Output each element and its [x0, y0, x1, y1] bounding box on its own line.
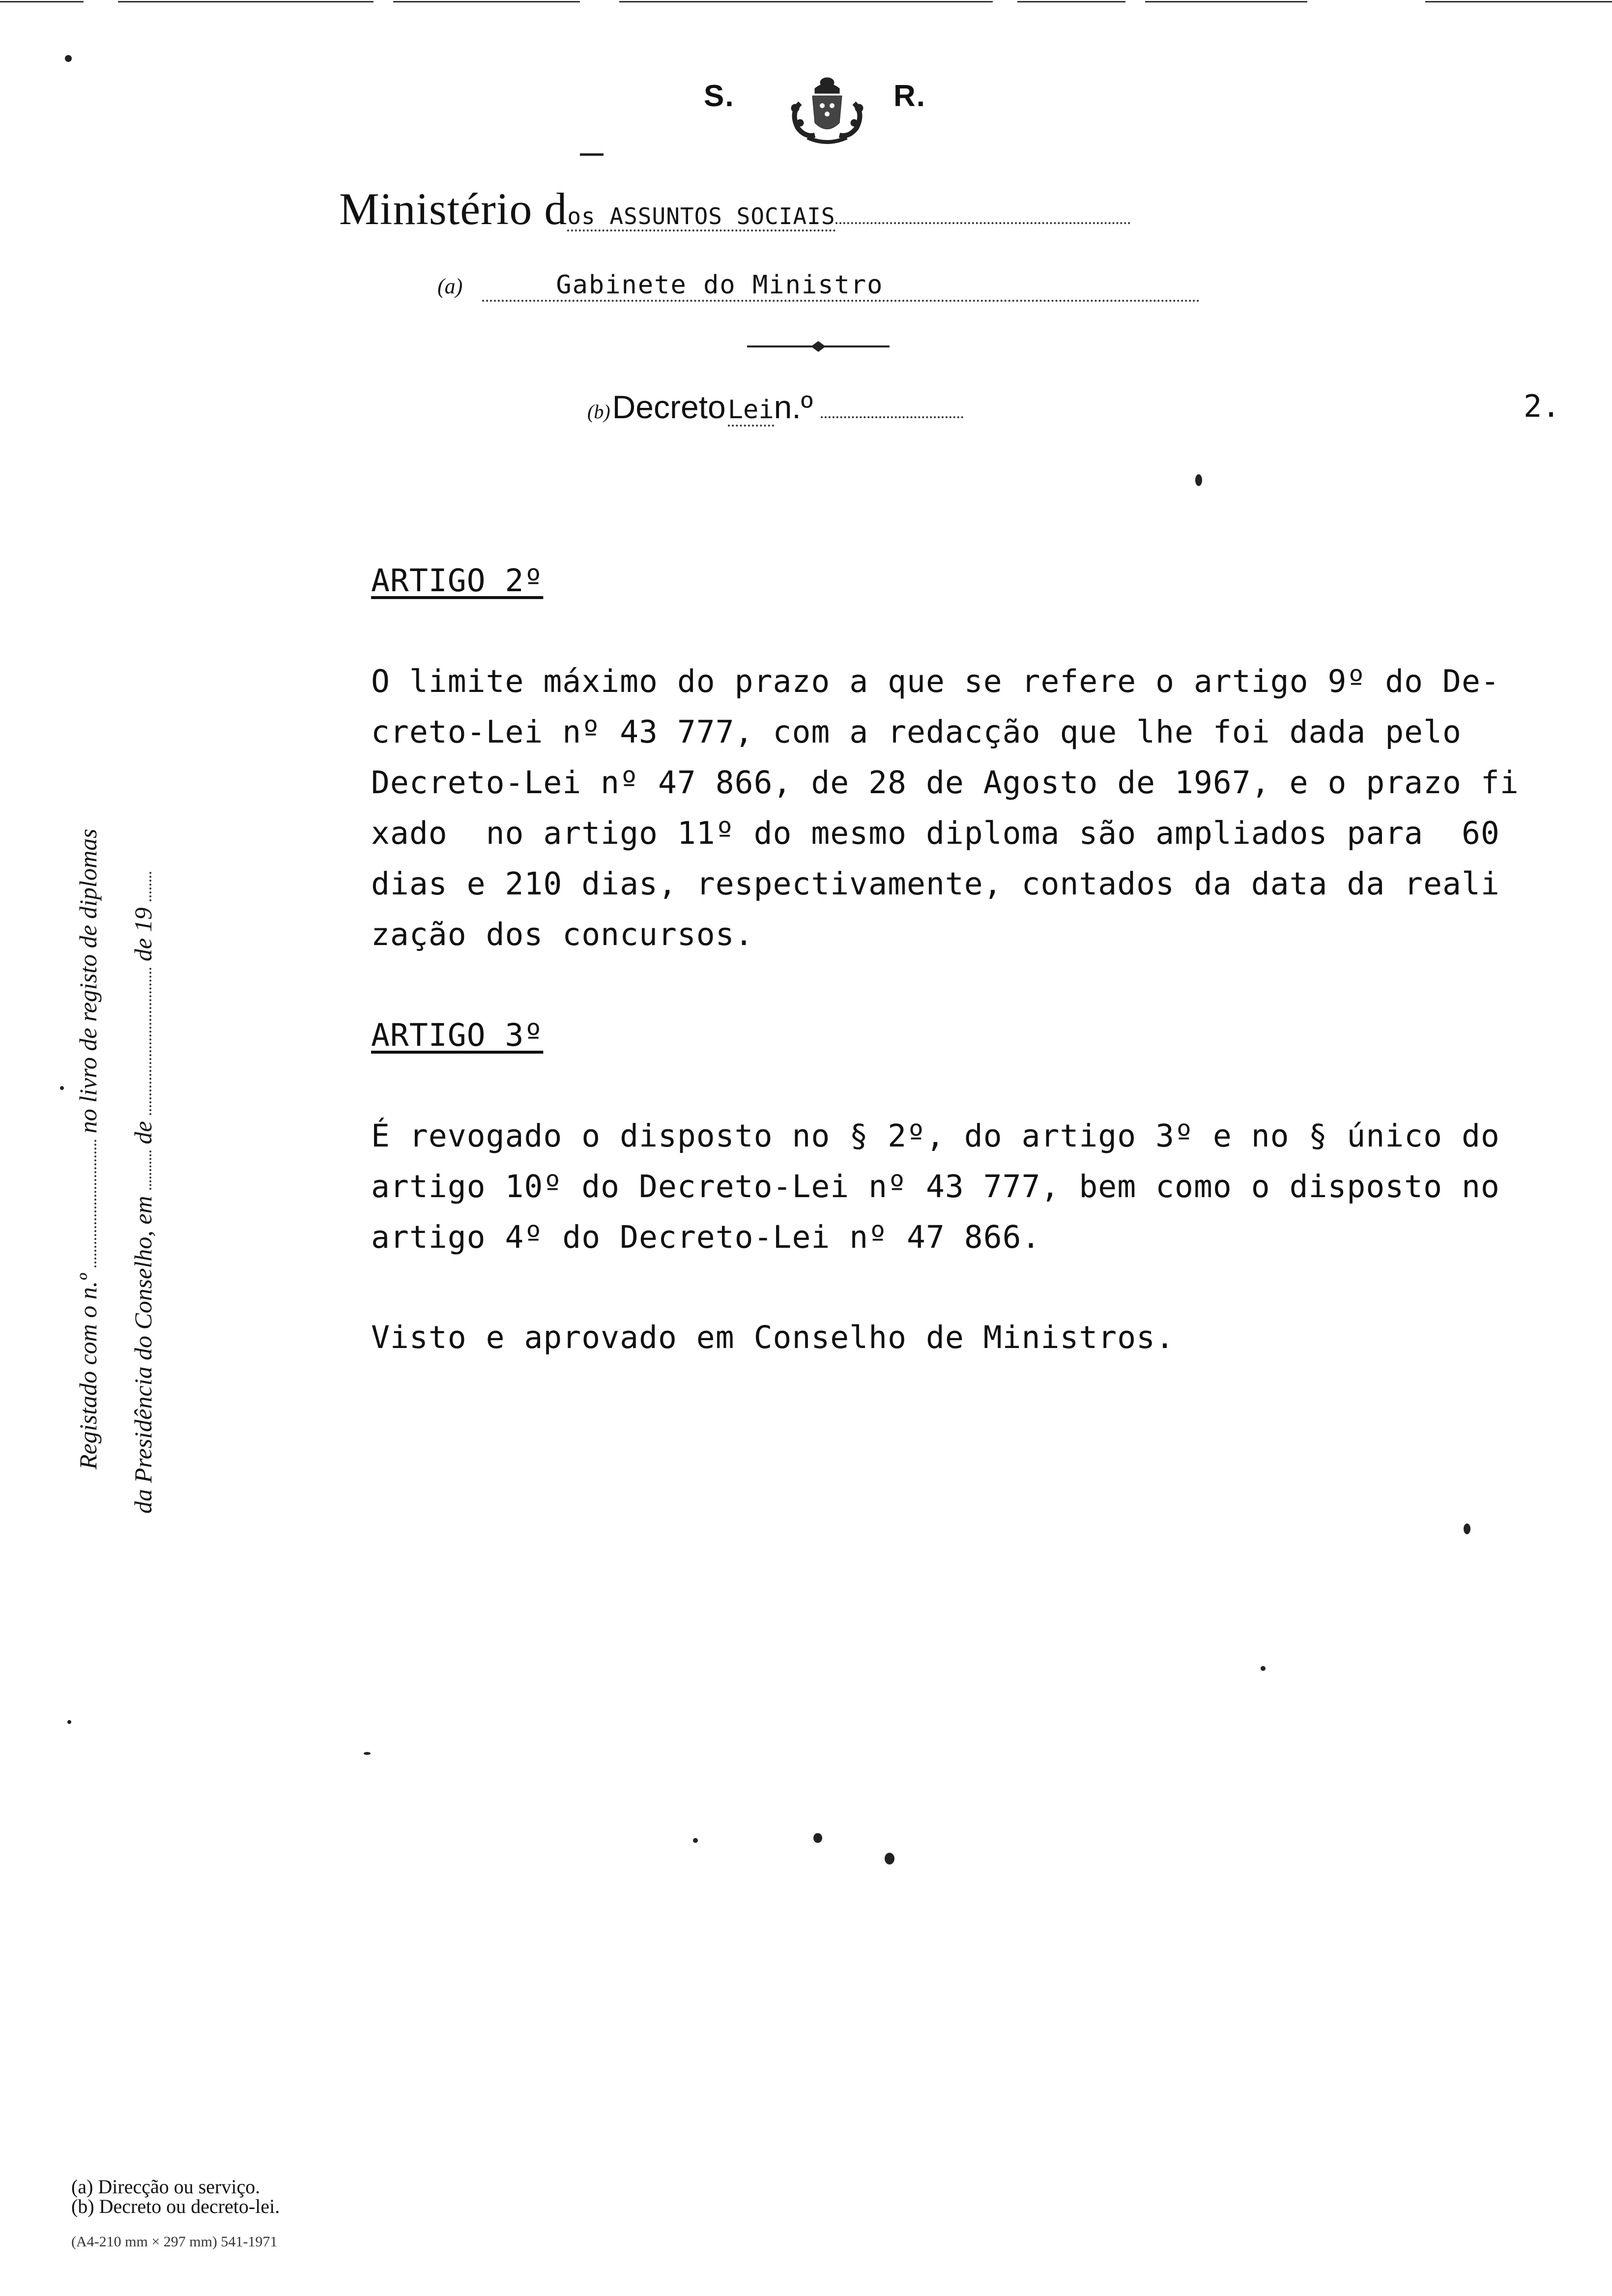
header-letter-s: S. [704, 79, 735, 113]
decree-type-label: (b) [587, 401, 610, 423]
footnotes [71, 2177, 280, 2216]
margin-presidency-text-c: de 19 [129, 907, 157, 962]
ornament-divider [747, 339, 890, 354]
footnote-b: (b) Decreto ou decreto-lei. [71, 2195, 280, 2217]
margin-presidency-text-a: da Presidência do Conselho, em [129, 1196, 157, 1514]
form-code: (A4-210 mm × 297 mm) 541-1971 [71, 2234, 278, 2250]
department-label: (a) [437, 274, 463, 298]
footnote-a: (a) Direcção ou serviço. [71, 2176, 260, 2198]
page-number: 2. [1524, 388, 1560, 424]
margin-dots [135, 1150, 151, 1190]
margin-dots [135, 968, 151, 1115]
dash-mark [580, 153, 604, 156]
article-2-body: O limite máximo do prazo a que se refere o artigo 9º do De- creto-Lei nº 43 777, com a redacção que lhe foi dada pelo Decreto-Lei nº 47 866, de 28 de Agosto de 1967, e o prazo fi xado no artigo 11º do mesmo diploma são ampliados para 60 dias e 210 dias, respectivamente, contados da data da reali zação dos concursos. [371, 663, 1519, 952]
department-field: Gabinete do Ministro [482, 270, 1200, 302]
margin-registry-text-a: Registado com o n.º [74, 1273, 102, 1469]
ministry-line [339, 183, 1130, 235]
closing-statement: Visto e aprovado em Conselho de Ministros. [371, 1320, 1175, 1355]
decree-type-handwritten: Lei [728, 395, 774, 427]
department-line [437, 270, 1200, 302]
decree-text: Decreto [612, 389, 726, 425]
article-3-body: É revogado o disposto no § 2º, do artigo 3º e no § único do artigo 10º do Decreto-Lei nº 43 777, bem como o disposto no artigo 4º do Decreto-Lei nº 47 866. [371, 1118, 1500, 1255]
margin-registry-text-b: no livro de registo de diplomas [74, 829, 102, 1134]
margin-registry-line-2 [129, 872, 157, 1514]
article-3-heading: ARTIGO 3º [371, 1017, 544, 1053]
decree-type-line [587, 388, 963, 426]
coat-of-arms-emblem-icon [785, 74, 869, 147]
decree-number-dotted-line [821, 397, 963, 418]
top-border-rule [0, 0, 1612, 4]
ministry-prefix: Ministério d [339, 184, 568, 234]
header-letter-r: R. [893, 79, 926, 113]
decree-number-label: n.º [774, 389, 813, 425]
margin-presidency-text-b: de [129, 1121, 157, 1145]
ministry-name-field: os ASSUNTOS SOCIAIS [567, 203, 835, 231]
article-2-heading: ARTIGO 2º [371, 563, 544, 599]
margin-registry-line-1 [74, 829, 102, 1469]
margin-dots [135, 872, 151, 901]
margin-dots [80, 1140, 96, 1267]
ministry-dotted-line [835, 202, 1130, 224]
